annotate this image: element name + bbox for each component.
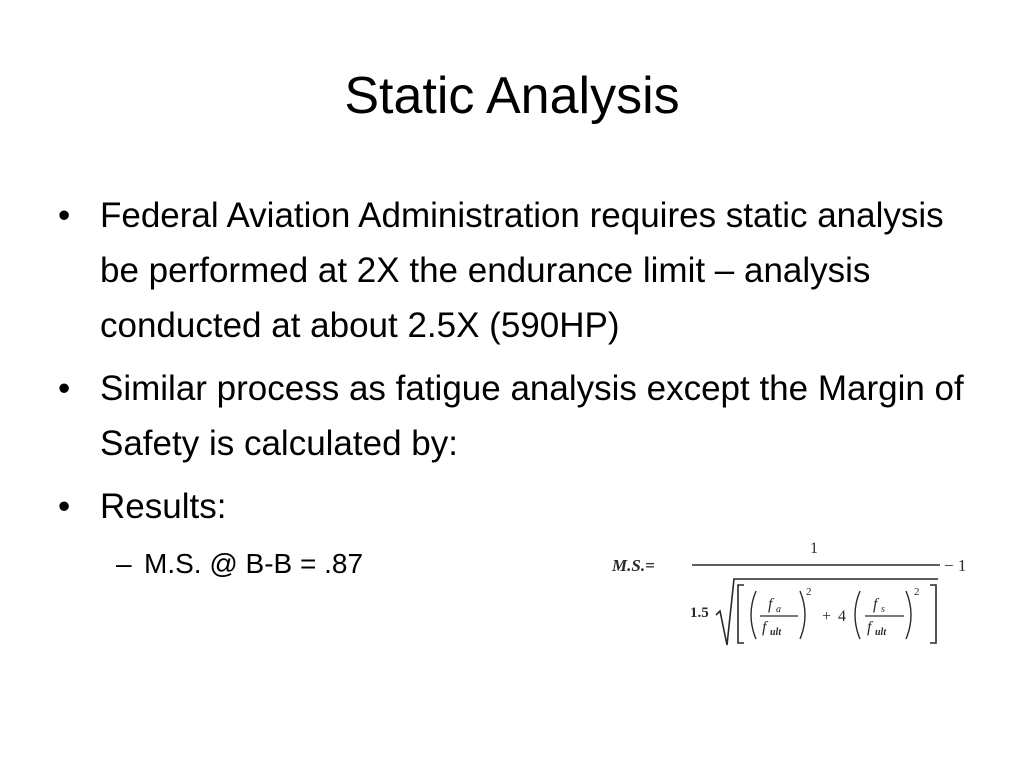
sub-bullet-dash-icon: – (116, 548, 132, 579)
formula-plus: + (822, 608, 832, 625)
term2-numerator: f (873, 596, 878, 613)
term2-numerator-sub: s (881, 604, 885, 615)
bullet-dot-icon: • (58, 369, 71, 408)
term1-numerator-sub: a (776, 604, 781, 615)
term2-right-paren-icon (906, 591, 911, 639)
formula-lhs: M.S.= (612, 556, 655, 575)
term1-exponent: 2 (806, 586, 812, 598)
term2-left-paren-icon (855, 591, 860, 639)
term1-denominator-sub: ult (770, 627, 782, 638)
slide-title: Static Analysis (344, 67, 680, 125)
bullet-text: Results: (100, 487, 227, 526)
formula-four: 4 (838, 608, 846, 625)
bullet-text: Similar process as fatigue analysis except the Margin of Safety is calculated by: (100, 369, 964, 463)
bullet-text: Federal Aviation Administration requires static analysis be performed at 2X the endurance limit – analysis conducted at about 2.5X (590HP) (100, 196, 944, 345)
bullet-item (58, 479, 978, 534)
sub-bullet-text: M.S. @ B-B = .87 (144, 548, 364, 579)
formula-graphic (610, 535, 990, 655)
term1-numerator: f (768, 596, 773, 613)
term1-right-paren-icon (800, 591, 805, 639)
term1-denominator: f (762, 619, 767, 636)
bullet-dot-icon: • (58, 487, 71, 526)
formula-coefficient: 1.5 (690, 605, 709, 621)
term1-left-paren-icon (751, 591, 756, 639)
bullet-item (58, 361, 978, 471)
formula-minus-one: − 1 (944, 556, 967, 575)
bullet-list (58, 188, 978, 586)
term2-denominator: f (867, 619, 872, 636)
term2-exponent: 2 (914, 586, 920, 598)
term2-denominator-sub: ult (875, 627, 887, 638)
left-bracket-icon (738, 585, 744, 643)
bullet-dot-icon: • (58, 196, 71, 235)
formula-numerator: 1 (810, 540, 818, 557)
bullet-item (58, 188, 978, 353)
margin-of-safety-formula (610, 535, 990, 655)
right-bracket-icon (930, 585, 936, 643)
